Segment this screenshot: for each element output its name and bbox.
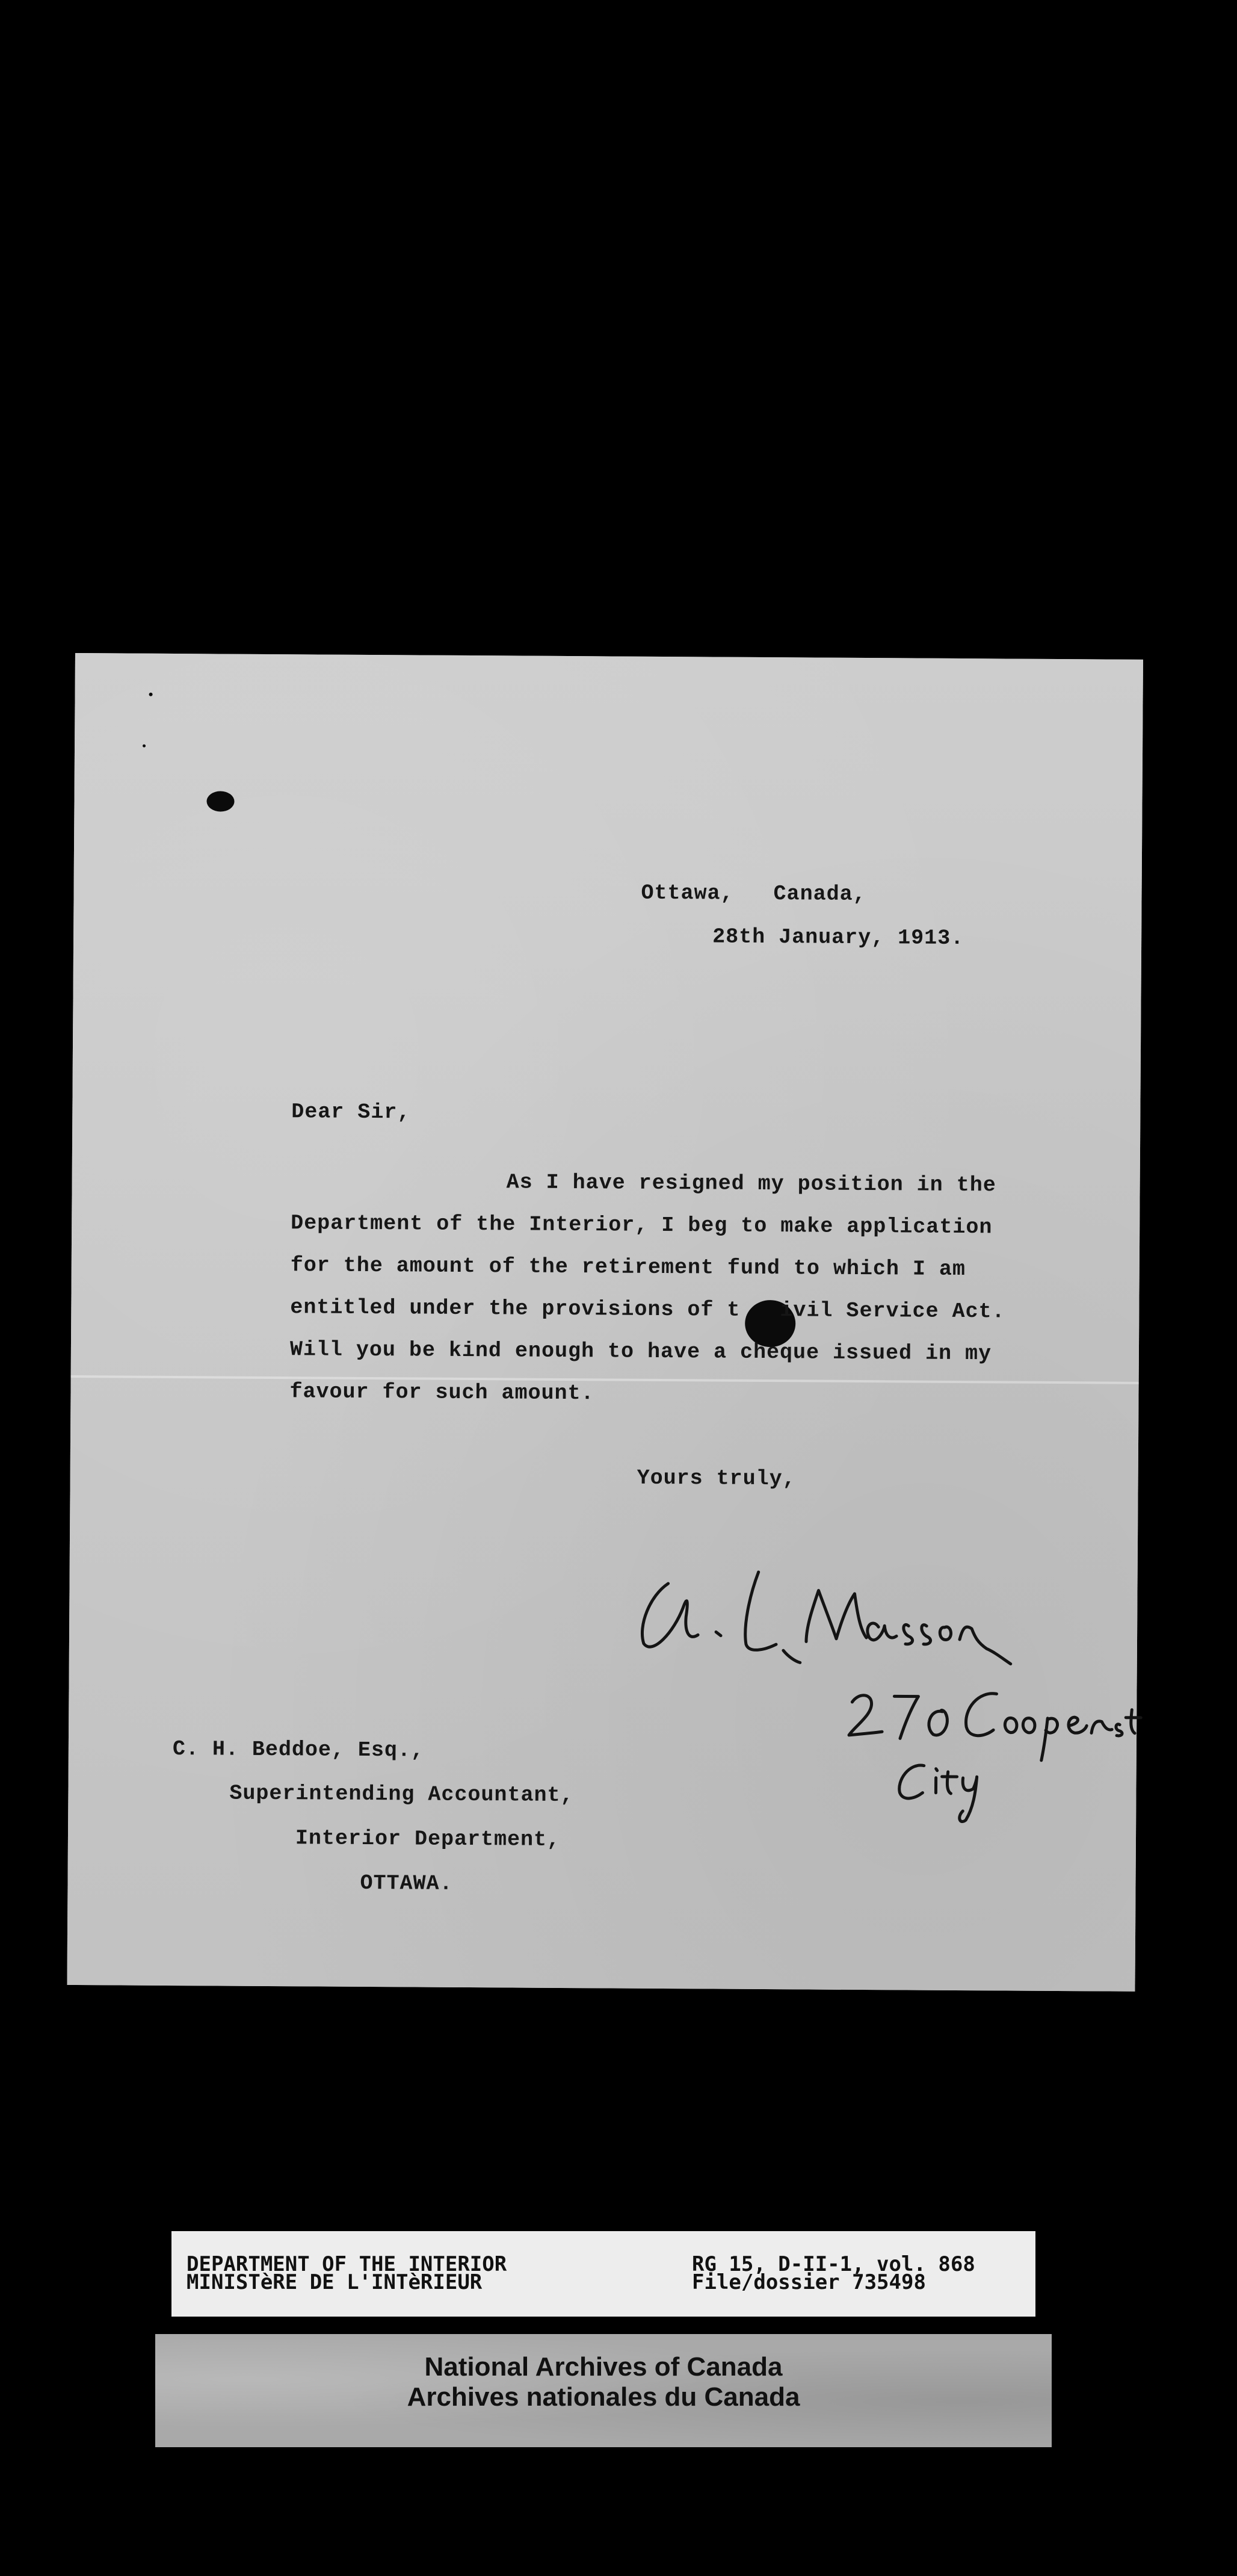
paper-fold [71, 1375, 1139, 1384]
signature-handwriting [626, 1559, 1023, 1676]
letter-salutation: Dear Sir, [291, 1100, 411, 1125]
letter-sheet [67, 653, 1143, 1992]
letter-body-line: favour for such amount. [289, 1379, 594, 1406]
letter-body-line: As I have resigned my position in the [506, 1170, 996, 1198]
letter-body-line: for the amount of the retirement fund to which I am [290, 1253, 966, 1282]
archives-name-fr: Archives nationales du Canada [407, 2382, 800, 2412]
file-dossier-number: File/dossier 735498 [692, 2270, 926, 2294]
letter-closing: Yours truly, [637, 1466, 796, 1491]
recipient-line: Superintending Accountant, [229, 1781, 574, 1808]
ink-speck [143, 745, 146, 748]
recipient-line: OTTAWA. [360, 1871, 453, 1896]
recipient-line: C. H. Beddoe, Esq., [172, 1737, 425, 1763]
archives-name-en: National Archives of Canada [424, 2352, 783, 2382]
archives-banner [155, 2334, 1052, 2447]
letter-body-line: entitled under the provisions of t ivil Service Act. [290, 1295, 1005, 1324]
recipient-line: Interior Department, [295, 1826, 561, 1852]
department-fr: MINISTèRE DE L'INTèRIEUR [187, 2270, 483, 2294]
archive-reference-label [171, 2231, 1035, 2317]
record-group-reference: RG 15, D-II-1, vol. 868 [692, 2252, 975, 2276]
ink-blot [206, 791, 234, 811]
letter-place: Ottawa, Canada, [641, 881, 866, 907]
ink-speck [149, 693, 153, 696]
letter-date: 28th January, 1913. [712, 924, 964, 951]
letter-body-line: Will you be kind enough to have a cheque issued in my [289, 1337, 992, 1366]
handwritten-address [839, 1681, 1153, 1827]
letter-body-line: Department of the Interior, I beg to make application [291, 1211, 993, 1240]
department-en: DEPARTMENT OF THE INTERIOR [187, 2252, 507, 2276]
